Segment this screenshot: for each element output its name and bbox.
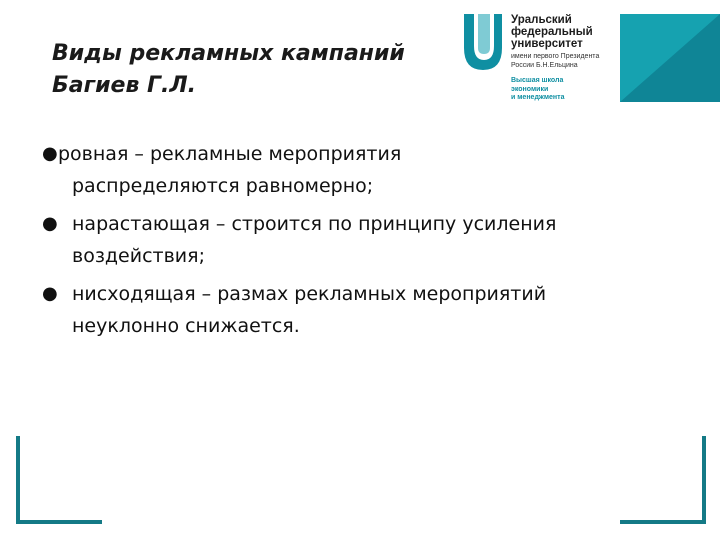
bullet-dot-icon: ● <box>42 143 58 164</box>
logo-school-line: экономики <box>511 85 549 93</box>
logo-school-line: Высшая школа <box>511 77 564 84</box>
slide-title <box>52 38 405 102</box>
logo-teal-panel <box>620 14 720 102</box>
university-logo <box>462 12 720 112</box>
corner-bracket-right-horizontal <box>620 520 706 524</box>
bullet-text-line: нисходящая – размах рекламных мероприятий <box>72 283 547 305</box>
logo-subtitle-line: имени первого Президента <box>511 53 600 60</box>
corner-bracket-right-vertical <box>702 436 706 524</box>
slide-title-author: Багиев Г.Л. <box>52 73 197 98</box>
bullet-text-line: распределяются равномерно; <box>72 175 374 197</box>
urfu-u-emblem-icon <box>462 12 506 76</box>
bullet-dot-icon: ● <box>42 213 58 234</box>
bullet-text-line: воздействия; <box>72 245 205 267</box>
bullet-text-line: неуклонно снижается. <box>72 315 300 337</box>
slide-title-topic: Виды рекламных кампаний <box>52 41 405 66</box>
corner-bracket-left-vertical <box>16 436 20 524</box>
logo-name-line: университет <box>511 38 583 50</box>
logo-subtitle-line: России Б.Н.Ельцина <box>511 62 578 69</box>
list-item <box>42 278 702 342</box>
logo-text <box>511 14 621 103</box>
logo-school-line: и менеджмента <box>511 94 565 101</box>
list-item <box>42 138 702 202</box>
bullet-text-line: ровная – рекламные мероприятия <box>58 143 402 165</box>
bullet-dot-icon: ● <box>42 283 58 304</box>
corner-bracket-left-horizontal <box>16 520 102 524</box>
bullet-text-line: нарастающая – строится по принципу усиления <box>72 213 557 235</box>
logo-name-line: федеральный <box>511 26 593 38</box>
logo-name-line: Уральский <box>511 14 572 26</box>
list-item <box>42 208 702 272</box>
bullet-list <box>42 138 702 348</box>
